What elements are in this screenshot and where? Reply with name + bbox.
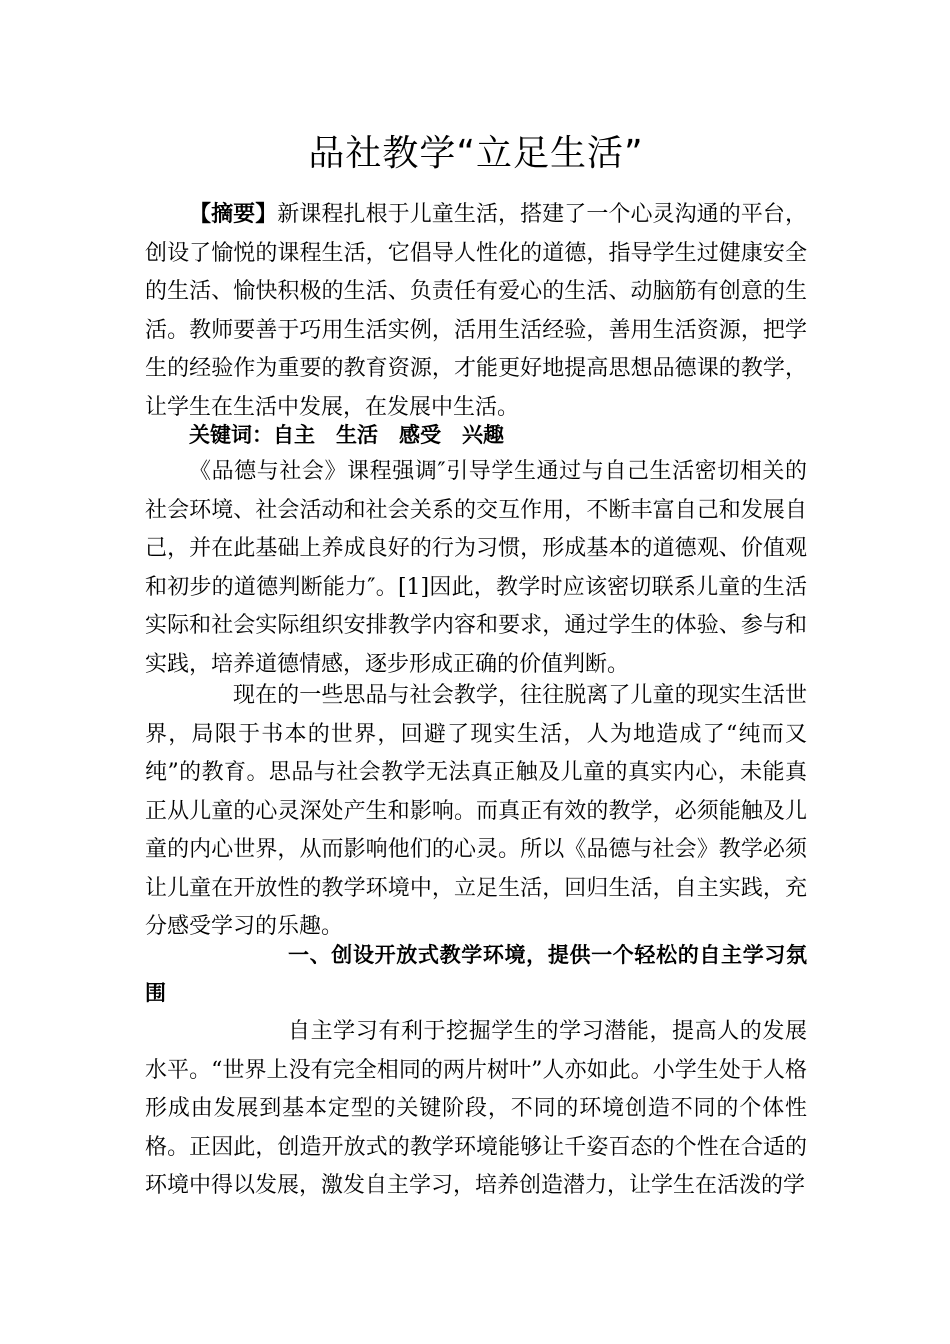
- abstract-paragraph: [145, 195, 807, 427]
- body-paragraph-1: 《品德与社会》课程强调″引导学生通过与自己生活密切相关的社会环境、社会活动和社会关系的交互作用，不断丰富自己和发展自己，并在此基础上养成良好的行为习惯，形成基本的道德观、价值观和初步的道德判断能力″。[1]因此，教学时应该密切联系儿童的生活实际和社会实际组织安排教学内容和要求，通过学生的体验、参与和实践，培养道德情感，逐步形成正确的价值判断。: [145, 459, 807, 677]
- document-title: 品社教学“立足生活”: [308, 133, 644, 174]
- body-paragraph-3: 自主学习有利于挖掘学生的学习潜能，提高人的发展水平。“世界上没有完全相同的两片树叶”人亦如此。小学生处于人格形成由发展到基本定型的关键阶段，不同的环境创造不同的个体性格。正因此，创造开放式的教学环境能够让千姿百态的个性在合适的环境中得以发展，激发自主学习，培养创造潜力，让学生在活泼的学: [145, 1019, 807, 1198]
- keywords-line: 关键词：自主 生活 感受 兴趣: [189, 423, 504, 447]
- body-paragraph-2: 现在的一些思品与社会教学，往往脱离了儿童的现实生活世界，局限于书本的世界，回避了现实生活，人为地造成了“纯而又纯”的教育。思品与社会教学无法真正触及儿童的真实内心，未能真正从儿童的心灵深处产生和影响。而真正有效的教学，必须能触及儿童的内心世界，从而影响他们的心灵。所以《品德与社会》教学必须让儿童在开放性的教学环境中，立足生活，回归生活，自主实践，充分感受学习的乐趣。: [145, 683, 807, 939]
- abstract-text: 新课程扎根于儿童生活，搭建了一个心灵沟通的平台，创设了愉悦的课程生活，它倡导人性化的道德，指导学生过健康安全的生活、愉快积极的生活、负责任有爱心的生活、动脑筋有创意的生活。教师要善于巧用生活实例，活用生活经验，善用生活资源，把学生的经验作为重要的教育资源，才能更好地提高思想品德课的教学，让学生在生活中发展，在发展中生活。: [145, 202, 807, 420]
- abstract-label: 【摘要】: [189, 201, 278, 227]
- section-heading-1: 一、创设开放式教学环境，提供一个轻松的自主学习氛围: [145, 943, 807, 1005]
